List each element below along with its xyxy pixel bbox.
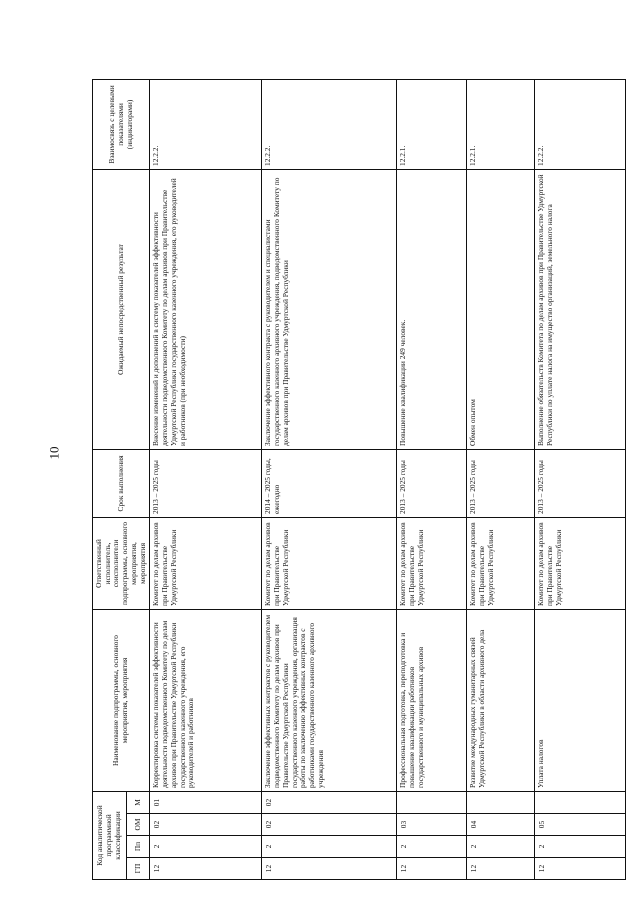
- page-number: 10: [46, 446, 62, 460]
- header-term: Срок выполнения: [93, 449, 150, 517]
- cell-result: Заключение эффективного контракта с руководителем и специалистами государственного казенного архивного учреждения, подведомственного Комитету по делам архивов при Правительстве Удмуртской Республики: [262, 169, 397, 449]
- cell-result: Выполнение обязательств Комитета по делам архивов при Правительстве Удмуртской Республики по уплате налога на имущество организаций, земельного налога: [535, 169, 626, 449]
- header-code-m: М: [126, 791, 150, 813]
- cell-result: Обмен опытом: [467, 169, 535, 449]
- cell-term: 2013 – 2025 годы: [467, 449, 535, 517]
- cell-name: Заключение эффективных контрактов с руководителем подведомственного Комитету по делам архивов при Правительстве Удмуртской Республики государственного казенного учреждения, организация работы по заключению эффективных контрактов с работниками государственного казенного архивного учреждения: [262, 609, 397, 791]
- cell-gp: 12: [150, 858, 262, 880]
- cell-result: Повышение квалификации 249 человек.: [397, 169, 467, 449]
- rotated-page: [92, 80, 622, 880]
- table-row: [150, 79, 262, 879]
- cell-gp: 12: [397, 858, 467, 880]
- table-row: [262, 79, 397, 879]
- header-result: Ожидаемый непосредственный результат: [93, 169, 150, 449]
- cell-pp: 2: [535, 836, 626, 858]
- table-row: [397, 79, 467, 879]
- cell-pp: 2: [262, 836, 397, 858]
- cell-m: 01: [150, 791, 262, 813]
- cell-term: 2013 – 2025 годы: [535, 449, 626, 517]
- header-code-pp: Пп: [126, 836, 150, 858]
- cell-m: [535, 791, 626, 813]
- program-activities-table: [92, 79, 626, 880]
- cell-gp: 12: [467, 858, 535, 880]
- cell-name: Уплата налогов: [535, 609, 626, 791]
- cell-link: 12.2.2.: [535, 79, 626, 169]
- cell-om: 05: [535, 814, 626, 836]
- cell-pp: 2: [397, 836, 467, 858]
- header-name: Наименование подпрограммы, основного мероприятия, мероприятия: [93, 609, 150, 791]
- cell-link: 12.2.2.: [262, 79, 397, 169]
- cell-name: Развитие международных гуманитарных связей Удмуртской Республики в области архивного дела: [467, 609, 535, 791]
- cell-m: 02: [262, 791, 397, 813]
- cell-om: 02: [150, 814, 262, 836]
- cell-term: 2014 – 2025 годы, ежегодно: [262, 449, 397, 517]
- cell-executor: Комитет по делам архивов при Правительстве Удмуртской Республики: [535, 517, 626, 609]
- cell-om: 02: [262, 814, 397, 836]
- header-link: Взаимосвязь с целевыми показателями (индикаторами): [93, 79, 150, 169]
- cell-m: [397, 791, 467, 813]
- cell-gp: 12: [262, 858, 397, 880]
- cell-result: Внесение изменений и дополнений в систему показателей эффективности деятельности подведомственного Комитету по делам архивов при Правительстве Удмуртской Республики государственного казенного учреждения, его руководителей и работников (при необходимости): [150, 169, 262, 449]
- cell-name: Профессиональная подготовка, переподготовка и повышение квалификации работников государственного и муниципальных архивов: [397, 609, 467, 791]
- cell-pp: 2: [467, 836, 535, 858]
- cell-executor: Комитет по делам архивов при Правительстве Удмуртской Республики: [150, 517, 262, 609]
- table-row: [535, 79, 626, 879]
- cell-link: 12.2.1.: [467, 79, 535, 169]
- cell-term: 2013 – 2025 годы: [397, 449, 467, 517]
- header-code-om: ОМ: [126, 814, 150, 836]
- cell-om: 03: [397, 814, 467, 836]
- cell-term: 2013 – 2025 годы: [150, 449, 262, 517]
- cell-name: Корректировка системы показателей эффективности деятельности подведомственного Комитету по делам архивов при Правительстве Удмуртской Республики государственного казенного учреждения, его руководителей и работников: [150, 609, 262, 791]
- cell-link: 12.2.1.: [397, 79, 467, 169]
- header-executor: Ответственный исполнитель, соисполнители подпрограммы, основного мероприятия, мероприятия: [93, 517, 150, 609]
- cell-executor: Комитет по делам архивов при Правительстве Удмуртской Республики: [397, 517, 467, 609]
- table-row: [467, 79, 535, 879]
- cell-pp: 2: [150, 836, 262, 858]
- header-code-gp: ГП: [126, 858, 150, 880]
- header-code-group: Код аналитической программной классификации: [93, 791, 127, 879]
- cell-m: [467, 791, 535, 813]
- cell-gp: 12: [535, 858, 626, 880]
- cell-om: 04: [467, 814, 535, 836]
- cell-executor: Комитет по делам архивов при Правительстве Удмуртской Республики: [262, 517, 397, 609]
- cell-link: 12.2.2.: [150, 79, 262, 169]
- cell-executor: Комитет по делам архивов при Правительстве Удмуртской Республики: [467, 517, 535, 609]
